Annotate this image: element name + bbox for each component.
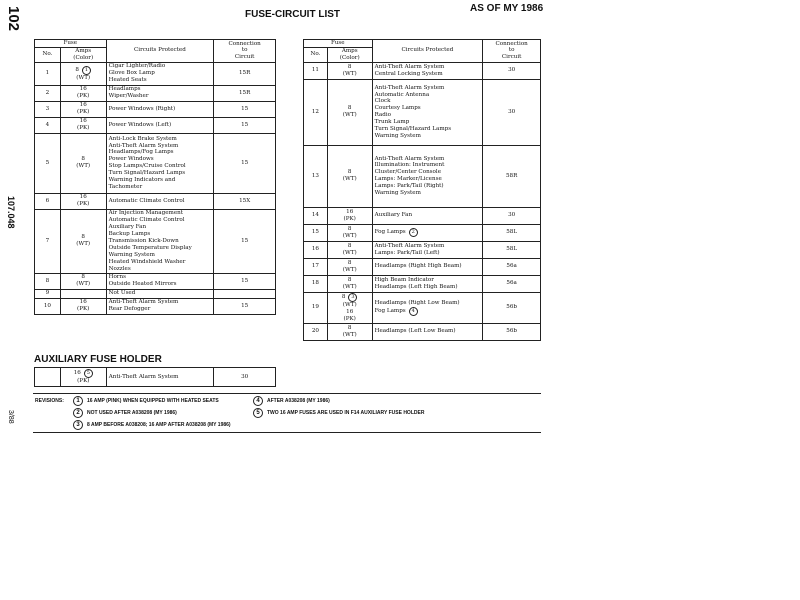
fuse-number: 3: [35, 101, 61, 117]
aux-circuit: Anti-Theft Alarm System: [106, 368, 214, 387]
fuse-number: 6: [35, 193, 61, 209]
revision-item: 3 8 AMP BEFORE A038208; 16 AMP AFTER A038208 (MY 1986): [73, 420, 231, 430]
fuse-amps: 8 3 (WT) 16 (PK): [327, 292, 372, 323]
aux-connection: 30: [214, 368, 276, 387]
fuse-amps: 16 (PK): [327, 207, 372, 224]
revision-note-marker: 1: [82, 66, 91, 75]
aux-fuse-holder-heading: AUXILIARY FUSE HOLDER: [34, 354, 162, 365]
fuse-number: 8: [35, 273, 61, 289]
connection-to-circuit: 15: [214, 298, 276, 314]
circuits-protected: Power Windows (Left): [106, 117, 214, 133]
circuits-protected: Automatic Climate Control: [106, 193, 214, 209]
circuits-protected: Not Used: [106, 289, 214, 298]
fuse-number: 2: [35, 85, 61, 101]
connection-to-circuit: 30: [483, 62, 541, 79]
circuits-protected: Auxiliary Fan: [372, 207, 483, 224]
connection-to-circuit: 15: [214, 133, 276, 193]
fuse-amps: 8 (WT): [60, 273, 106, 289]
table-row: [35, 101, 276, 117]
table-row: [304, 145, 541, 207]
connection-to-circuit: 56a: [483, 258, 541, 275]
aux-amps: 16 5 (PK): [60, 368, 106, 387]
fuse-amps: 16 (PK): [60, 193, 106, 209]
fuse-table-right: [303, 39, 541, 341]
table-row: [35, 85, 276, 101]
fuse-amps: 8 (WT): [327, 224, 372, 241]
fuse-number: 10: [35, 298, 61, 314]
fuse-amps: 8 (WT): [327, 145, 372, 207]
revision-item: 1 16 AMP (PINK) WHEN EQUIPPED WITH HEATED SEATS: [73, 396, 219, 406]
fuse-amps: 8 (WT): [327, 323, 372, 340]
document-date: 3/88: [7, 410, 14, 424]
revisions-box: [33, 393, 541, 433]
circuits-protected: Anti-Theft Alarm System Lamps: Park/Tail (Left): [372, 241, 483, 258]
connection-to-circuit: 15: [214, 101, 276, 117]
fuse-amps: 8 1 (WT): [60, 62, 106, 85]
fuse-amps: 8 (WT): [327, 62, 372, 79]
table-row: [35, 193, 276, 209]
as-of-label: AS OF MY 1986: [470, 3, 544, 14]
fuse-number: 4: [35, 117, 61, 133]
header-amps: Amps (Color): [60, 47, 106, 62]
revision-item: 2 NOT USED AFTER A038208 (MY 1986): [73, 408, 177, 418]
circuits-protected: Power Windows (Right): [106, 101, 214, 117]
fuse-amps: 16 (PK): [60, 117, 106, 133]
table-row: [35, 117, 276, 133]
table-row: [35, 273, 276, 289]
fuse-number: 5: [35, 133, 61, 193]
table-row: [35, 133, 276, 193]
page-title: FUSE-CIRCUIT LIST: [245, 9, 340, 20]
table-row: [304, 241, 541, 258]
circuits-protected: Air Injection Management Automatic Climate Control Auxiliary Fan Backup Lamps Transmission Kick-Down Outside Temperature Display Warning System Heated Windshield Washer Nozzles: [106, 209, 214, 273]
table-row: [35, 62, 276, 85]
circuits-protected: Headlamps (Right High Beam): [372, 258, 483, 275]
circuits-protected: Anti-Theft Alarm System Illumination: Instrument Cluster/Center Console Lamps: Marker/License Lamps: Park/Tail (Right) Warning System: [372, 145, 483, 207]
fuse-number: 16: [304, 241, 328, 258]
page-number: 102: [5, 6, 22, 32]
table-row: [304, 62, 541, 79]
fuse-number: 18: [304, 275, 328, 292]
fuse-amps: 16 (PK): [60, 85, 106, 101]
table-row: [304, 224, 541, 241]
circuits-protected: Anti-Theft Alarm System Rear Defogger: [106, 298, 214, 314]
fuse-number: 17: [304, 258, 328, 275]
connection-to-circuit: 15: [214, 273, 276, 289]
fuse-number: 20: [304, 323, 328, 340]
header-circuits: Circuits Protected: [106, 40, 214, 63]
fuse-number: 9: [35, 289, 61, 298]
header-connection: Connection to Circuit: [214, 40, 276, 63]
table-row: [304, 207, 541, 224]
circuits-protected: Headlamps (Right Low Beam) Fog Lamps 4: [372, 292, 483, 323]
fuse-number: 15: [304, 224, 328, 241]
revision-item: 4 AFTER A038208 (MY 1986): [253, 396, 330, 406]
circuits-protected: Headlamps (Left Low Beam): [372, 323, 483, 340]
aux-no: [35, 368, 61, 387]
header-fuse: Fuse: [35, 40, 107, 48]
connection-to-circuit: 15R: [214, 85, 276, 101]
connection-to-circuit: 15R: [214, 62, 276, 85]
connection-to-circuit: 15X: [214, 193, 276, 209]
table-row: [304, 323, 541, 340]
circuits-protected: Fog Lamps 2: [372, 224, 483, 241]
table-row: [304, 292, 541, 323]
revision-note-marker: 3: [348, 293, 357, 302]
revision-item: 5 TWO 16 AMP FUSES ARE USED IN F14 AUXILIARY FUSE HOLDER: [253, 408, 424, 418]
fuse-number: 14: [304, 207, 328, 224]
circuits-protected: Anti-Lock Brake System Anti-Theft Alarm System Headlamps/Fog Lamps Power Windows Stop Lamps/Cruise Control Turn Signal/Hazard Lamps Warning Indicators and Tachometer: [106, 133, 214, 193]
table-row: [304, 258, 541, 275]
connection-to-circuit: 58L: [483, 241, 541, 258]
fuse-amps: 16 (PK): [60, 298, 106, 314]
connection-to-circuit: 56a: [483, 275, 541, 292]
table-row: [304, 275, 541, 292]
header-fuse: Fuse: [304, 40, 373, 48]
connection-to-circuit: 58R: [483, 145, 541, 207]
connection-to-circuit: 56b: [483, 292, 541, 323]
fuse-number: 1: [35, 62, 61, 85]
fuse-number: 13: [304, 145, 328, 207]
fuse-table-left: [34, 39, 276, 315]
fuse-amps: 8 (WT): [60, 133, 106, 193]
header-amps: Amps (Color): [327, 47, 372, 62]
document-code: 107.048: [6, 196, 16, 229]
header-circuits: Circuits Protected: [372, 40, 483, 63]
circuits-protected: Cigar Lighter/Radio Glove Box Lamp Heated Seats: [106, 62, 214, 85]
header-connection: Connection to Circuit: [483, 40, 541, 63]
connection-to-circuit: 30: [483, 207, 541, 224]
revision-note-marker: 4: [409, 307, 418, 316]
header-no: No.: [304, 47, 328, 62]
circuits-protected: Horns Outside Heated Mirrors: [106, 273, 214, 289]
fuse-number: 19: [304, 292, 328, 323]
connection-to-circuit: 58L: [483, 224, 541, 241]
aux-fuse-table: [34, 367, 276, 387]
circuits-protected: Anti-Theft Alarm System Central Locking System: [372, 62, 483, 79]
header-no: No.: [35, 47, 61, 62]
fuse-number: 7: [35, 209, 61, 273]
fuse-amps: 8 (WT): [327, 258, 372, 275]
fuse-amps: 8 (WT): [327, 241, 372, 258]
fuse-amps: 16 (PK): [60, 101, 106, 117]
fuse-amps: 8 (WT): [327, 275, 372, 292]
fuse-amps: 8 (WT): [60, 209, 106, 273]
fuse-number: 12: [304, 79, 328, 145]
fuse-amps: [60, 289, 106, 298]
table-row: [35, 298, 276, 314]
table-row: [35, 289, 276, 298]
circuits-protected: High Beam Indicator Headlamps (Left High Beam): [372, 275, 483, 292]
connection-to-circuit: 56b: [483, 323, 541, 340]
revision-note-marker: 5: [84, 369, 93, 378]
circuits-protected: Anti-Theft Alarm System Automatic Antenna Clock Courtesy Lamps Radio Trunk Lamp Turn Signal/Hazard Lamps Warning System: [372, 79, 483, 145]
connection-to-circuit: 15: [214, 209, 276, 273]
revision-note-marker: 2: [409, 228, 418, 237]
fuse-number: 11: [304, 62, 328, 79]
circuits-protected: Headlamps Wiper/Washer: [106, 85, 214, 101]
table-row: [304, 79, 541, 145]
revisions-label: REVISIONS:: [35, 398, 64, 404]
fuse-amps: 8 (WT): [327, 79, 372, 145]
connection-to-circuit: 30: [483, 79, 541, 145]
connection-to-circuit: [214, 289, 276, 298]
connection-to-circuit: 15: [214, 117, 276, 133]
table-row: [35, 209, 276, 273]
